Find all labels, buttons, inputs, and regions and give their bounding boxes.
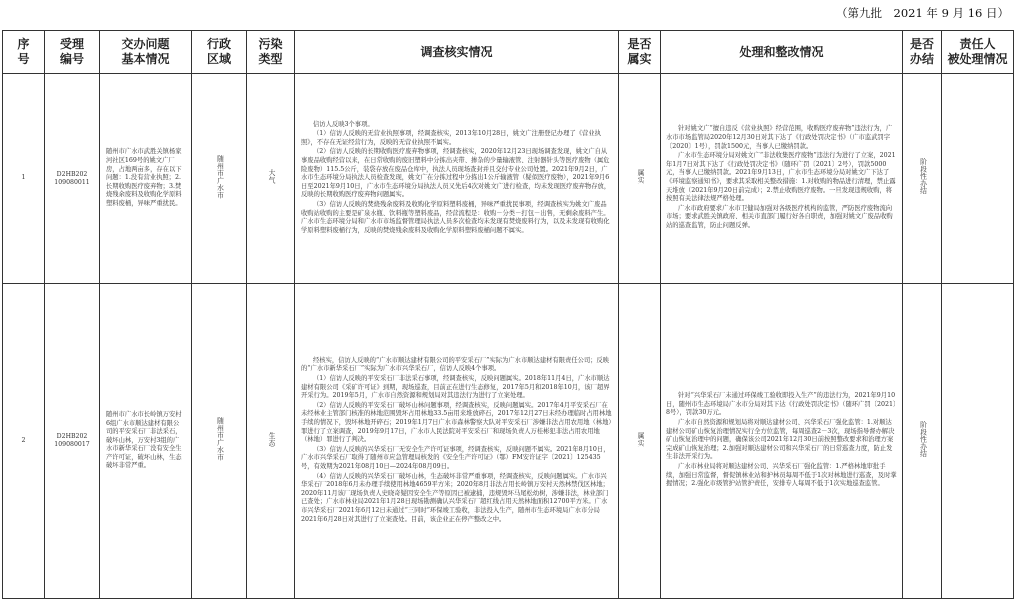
- header-investigation: 调查核实情况: [295, 31, 619, 74]
- row-investigation: 经核实，信访人反映的“广水市顺达建材有限公司的平安采石厂”实际为广水市顺达建材有限责任公司；反映的“广水市新华采石厂”实际为广水市兴华采石厂，信访人反映4个事项。 （1）信访人反映的平安采石厂非法采石事项，经调查核实，反映问题属实。2018年11月4日，广水市顺达建材有限公司《采矿许可证》到期，现场巡查，目前正在进行生态修复，2017年5月和2018年10月，该厂超界开采行为。2019年5月，广水市自然资源和规划局对其违法行为进行了立案处理。 （2）信访人反映的平安采石厂破坏山林问题事项，经调查核实，反映问题属实。2017年4月平安采石厂在未经林业主管部门核准的林地范围毁坏占用林地33.5亩用来堆放碎石，2017年12月27日未经办理临时占用林地手续的情况下，毁坏林地开碎石；2019年1月7日广水市森林警察大队对平安采石厂涉嫌非法占用农用地（林地）罪进行了立案调查，2019年9月17日，广水市人民法院对平安采石厂和现场负责人万桂彬犯非法占用农用地（林地）罪进行了判决。 （3）信访人反映的兴华采石厂无安全生产许可证事项，经调查核实，反映问题不属实。2021年8月10日，广水市兴华采石厂取得了随州市应急管理局核发的《安全生产许可证》（鄂）FM安许证字〔2021〕125435号，有效期为2021年08月10日—2024年08月09日。 （4）信访人反映的兴华采石厂破坏山林，生态破坏非常严重事项，经调查核实，反映问题属实。广水市兴华采石厂2018年6月未办理手续使用林地4659平方米；2020年8月非法占用长岭镇万安村天然林禁伐区林地；2020年11月该厂现场负责人史晓奇疑因安全生产等原因已被逮捕，违规毁坏马尾松幼树，涉嫌非法，林业部门已查处；广水市林业局2021年1月28日现场勘测确认兴华采石厂超红线占用天然林地面积12700平方米。广水市兴华采石厂2021年6月12日未通过“三同时”环保竣工验收，非法投入生产，随州市生态环境局广水市分局2021年6月28日对其进行了立案查处。目前，该企业正在停产整改之中。: [295, 284, 619, 599]
- header-issue: 交办问题 基本情况: [100, 31, 192, 74]
- row-code: D2HB202 109080011: [45, 74, 100, 284]
- row-pollution: 生态: [247, 284, 295, 599]
- row-seq: 1: [3, 74, 45, 284]
- header-region: 行政 区域: [192, 31, 247, 74]
- table-row: [3, 74, 1014, 284]
- table-row: [3, 284, 1014, 599]
- row-seq: 2: [3, 284, 45, 599]
- row-issue: 随州市广水市长岭镇万安村6组广水市顺达建材有限公司的平安采石厂非法采石，破坏山林，万安村3组的广水市新华采石厂没有安全生产许可证，破坏山林，生态破坏非常严重。: [100, 284, 192, 599]
- row-verified: 属实: [619, 74, 661, 284]
- table-header-row: [3, 31, 1014, 74]
- header-verified: 是否 属实: [619, 31, 661, 74]
- row-responsible: [942, 74, 1014, 284]
- row-code: D2HB202 109080017: [45, 284, 100, 599]
- row-pollution: 大气: [247, 74, 295, 284]
- batch-date-line: （第九批 2021 年 9 月 16 日）: [836, 6, 1009, 20]
- header-pollution: 污染 类型: [247, 31, 295, 74]
- header-code: 受理 编号: [45, 31, 100, 74]
- row-investigation: 信访人反映3个事项。 （1）信访人反映的无营业执照事项，经调查核实，2013年10月28日，姚文广注册登记办理了《营业执照》，不存在无证经营行为，反映的无营业执照不属实。 （2）信访人反映的长期收购医疗废弃物事项，经调查核实，2020年12月23日现场调查发现，姚文广自从事废品收购经营以来，在日常收购的废旧塑料中分拣出夹带、掺杂的少量输液管、注射器针头等医疗废物（属危险废物）115.5公斤，装袋存放在废品仓库中，执法人员现场查封并且交付专业公司处置。2021年9月2日，广水市生态环境分局执法人员检查发现，姚文广在分拣过程中分拣出1公斤输液管（疑似医疗废物），2021年9月6日至2021年9月10日，广水市生态环境分局执法人员又先后4次对姚文广进行检查，均未发现医疗废弃物存放，反映的长期收购医疗废弃物问题属实。 （3）信访人反映的焚烧残余废料及收购化学原料塑料废桶，异味严重扰民事项，经调查核实为姚文广废品收购站收购的主要是矿泉水瓶、饮料瓶等塑料废品，经营流程是：收购－分类－打包－出售，无剩余废料产生。广水市生态环境分局和广水市市场监督管理局执法人员多次检查均未发现有焚烧废料行为，以及未发现有收购化学原料塑料废桶行为，反映的焚烧残余废料及收购化学原料塑料废桶问题不属实。: [295, 74, 619, 284]
- row-issue: 随州市广水市武胜关镇杨家河社区169号的姚文广厂房，占地两亩多，存在以下问题：1.没有营业执照；2.长期收购医疗废弃物；3.焚烧残余废料及收购化学原料塑料废桶，异味严重扰民。: [100, 74, 192, 284]
- row-region: 随州市广水市: [192, 74, 247, 284]
- header-handling: 处理和整改情况: [661, 31, 903, 74]
- row-region: 随州市广水市: [192, 284, 247, 599]
- header-seq: 序 号: [3, 31, 45, 74]
- row-responsible: [942, 284, 1014, 599]
- row-closed: 阶段性办结: [903, 74, 942, 284]
- header-closed: 是否 办结: [903, 31, 942, 74]
- petition-table: [2, 30, 1013, 599]
- header-responsible: 责任人 被处理情况: [942, 31, 1014, 74]
- row-verified: 属实: [619, 284, 661, 599]
- row-handling: 针对姚文广“擅自违反《营业执照》经营范围，收购医疗废弃物”违法行为，广水市市场监管局2020年12月30日对其下达了《行政处罚决定书》（广市监武罚字〔2020〕1号），罚款1500元，当事人已缴纳罚款。 广水市生态环境分局对姚文广“非法收集医疗废物”违法行为进行了立案，2021年1月7日对其下达了《行政处罚决定书》（随环广罚〔2021〕2号），罚款5000元，当事人已缴纳罚款。2021年9月13日，广水市生态环境分局对姚文广下达了《环境监察通知书》，要求其采取相关整改措施：1.对收购的物品进行清理，禁止露天堆放（2021年9月20日前完成）；2.禁止收购医疗废物。一旦发现违规收购，将按照有关法律法规严格处理。 广水市政府要求广水市卫健局加强对各级医疗机构的监管，严防医疗废物流向市场；要求武胜关镇政府、相关市直部门履行好各自职责，加强对姚文广废品收购站的巡查监管，防止问题反弹。: [661, 74, 903, 284]
- row-handling: 针对“兴华采石厂未通过环保竣工验收即投入生产”的违法行为，2021年9月10日，随州市生态环境局广水市分局对其下达《行政处罚决定书》（随环广罚〔2021〕8号），罚款30万元。 广水市自然资源和规划局将对顺达建材公司、兴华采石厂强化监管：1.对顺达建材公司矿山恢复治理情况实行全方位监管，每周巡查2－3次，现场指导督办解决矿山恢复治理中的问题，确保该公司2021年12月30日前按照整改要求和治理方案完成矿山恢复治理；2.加强对顺达建材公司和兴华采石厂的日常巡查力度，防止发生非法开采行为。 广水市林业局将对顺达建材公司、兴华采石厂强化监管：1.严格林地审批手续，加强日常监督，督促镇林业站和护林员每周不低于1次对林地进行巡查，及时掌握情况；2.强化市级管护站管护责任，安排专人每周不低于1次实地巡查监管。: [661, 284, 903, 599]
- row-closed: 阶段性办结: [903, 284, 942, 599]
